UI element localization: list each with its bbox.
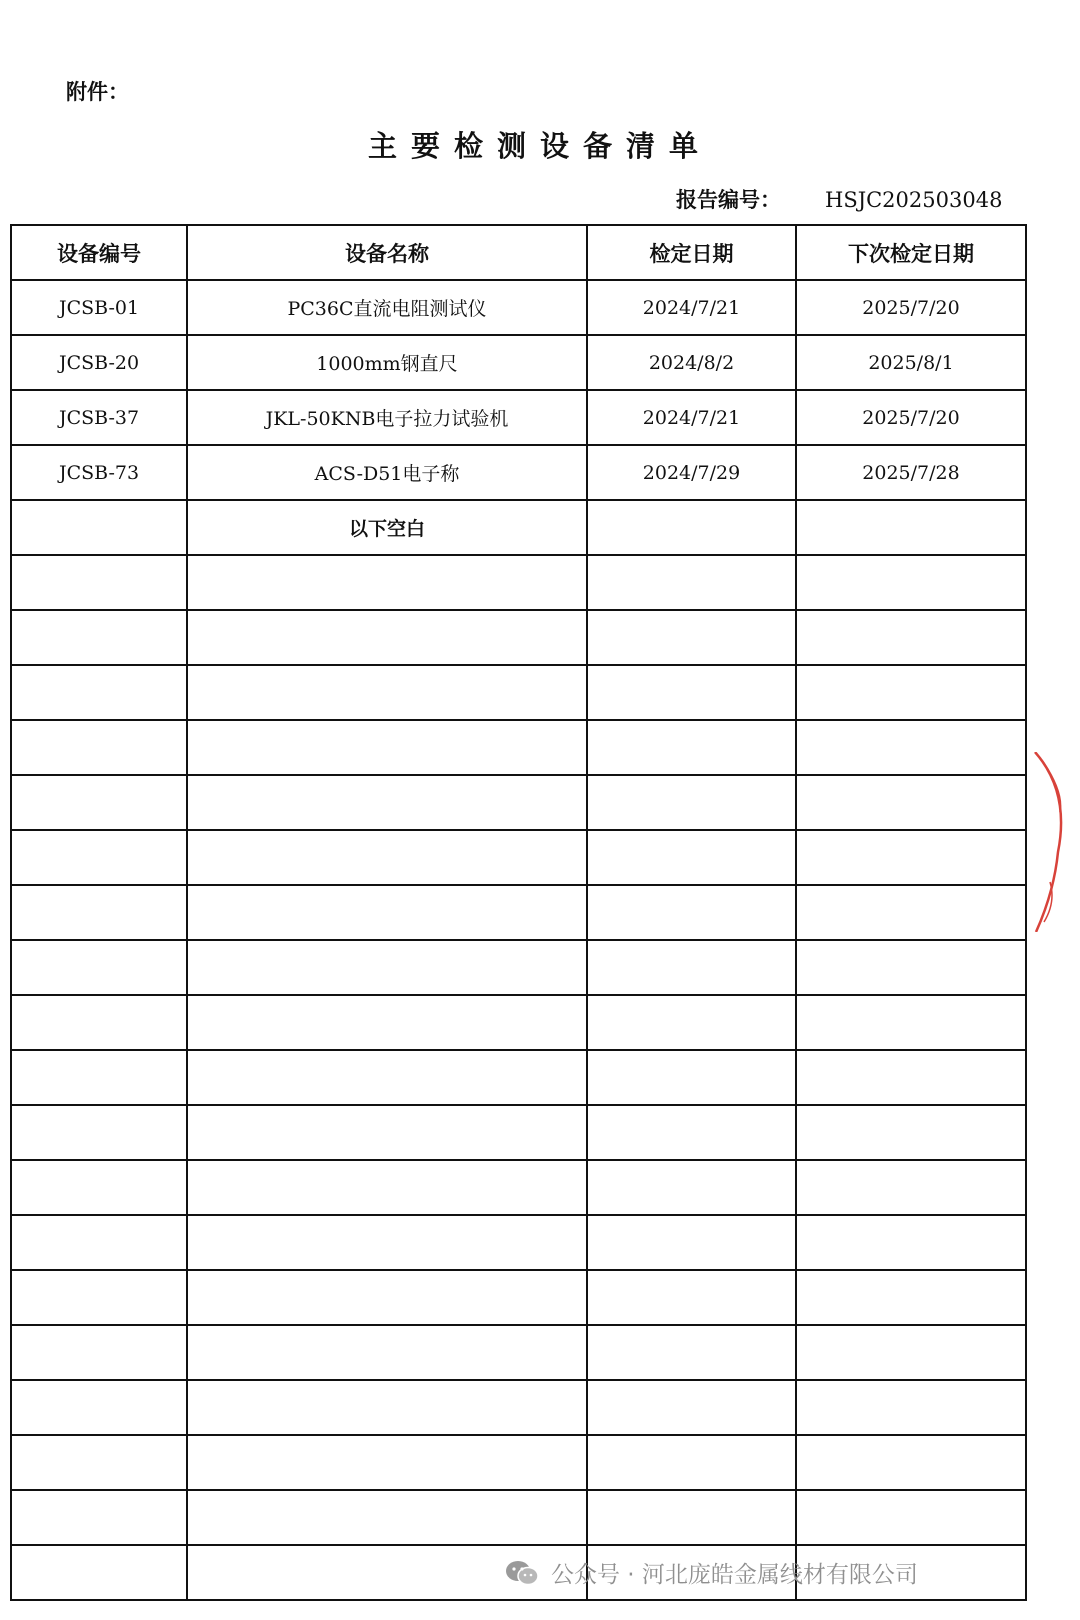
empty-row	[11, 1105, 1026, 1160]
empty-cell	[11, 555, 187, 610]
empty-cell	[587, 830, 796, 885]
cell-equipment-name: ACS-D51电子称	[187, 445, 587, 500]
empty-cell	[11, 610, 187, 665]
empty-cell	[796, 830, 1026, 885]
empty-row	[11, 720, 1026, 775]
column-header-equipment-id: 设备编号	[11, 225, 187, 280]
empty-cell	[187, 1270, 587, 1325]
empty-cell	[796, 1435, 1026, 1490]
empty-cell	[11, 1380, 187, 1435]
blank-note-row	[11, 500, 1026, 555]
wechat-icon	[505, 1560, 539, 1586]
empty-cell	[587, 1105, 796, 1160]
empty-cell	[187, 1380, 587, 1435]
empty-cell	[187, 1325, 587, 1380]
empty-cell	[796, 720, 1026, 775]
empty-cell	[11, 775, 187, 830]
cell-next-calibration-date: 2025/7/28	[796, 445, 1026, 500]
empty-row	[11, 1160, 1026, 1215]
empty-cell	[587, 720, 796, 775]
empty-cell	[11, 665, 187, 720]
table-header-row	[11, 225, 1026, 280]
empty-row	[11, 1435, 1026, 1490]
empty-cell	[187, 1050, 587, 1105]
red-seal-stamp-icon	[1030, 752, 1076, 932]
empty-cell	[11, 1325, 187, 1380]
empty-cell	[796, 610, 1026, 665]
cell-equipment-id: JCSB-01	[11, 280, 187, 335]
empty-cell	[11, 885, 187, 940]
table-row	[11, 445, 1026, 500]
empty-row	[11, 1050, 1026, 1105]
cell-equipment-name: 1000mm钢直尺	[187, 335, 587, 390]
cell-calibration-date: 2024/7/29	[587, 445, 796, 500]
empty-cell	[796, 1160, 1026, 1215]
empty-row	[11, 1270, 1026, 1325]
page-title: 主要检测设备清单	[367, 129, 712, 163]
cell-equipment-id: JCSB-73	[11, 445, 187, 500]
report-number	[676, 184, 1002, 214]
empty-cell	[587, 1325, 796, 1380]
empty-cell	[796, 1490, 1026, 1545]
empty-cell	[587, 1270, 796, 1325]
empty-cell	[11, 995, 187, 1050]
empty-cell	[796, 885, 1026, 940]
empty-cell	[796, 995, 1026, 1050]
empty-row	[11, 995, 1026, 1050]
empty-cell	[187, 1490, 587, 1545]
empty-cell	[587, 885, 796, 940]
column-header-calibration-date: 检定日期	[587, 225, 796, 280]
empty-cell	[587, 555, 796, 610]
empty-cell	[587, 1490, 796, 1545]
cell-next-calibration-date: 2025/8/1	[796, 335, 1026, 390]
empty-cell	[796, 1215, 1026, 1270]
table-row	[11, 390, 1026, 445]
empty-cell	[187, 1435, 587, 1490]
empty-cell	[11, 500, 187, 555]
empty-cell	[11, 1270, 187, 1325]
empty-cell	[187, 1215, 587, 1270]
empty-cell	[187, 1105, 587, 1160]
empty-cell	[796, 1270, 1026, 1325]
cell-calibration-date: 2024/7/21	[587, 280, 796, 335]
empty-row	[11, 775, 1026, 830]
empty-cell	[587, 1435, 796, 1490]
empty-cell	[11, 1105, 187, 1160]
empty-row	[11, 1325, 1026, 1380]
table-row	[11, 280, 1026, 335]
footer-text: 公众号 · 河北庞皓金属线材有限公司	[551, 1562, 918, 1588]
empty-cell	[587, 1050, 796, 1105]
empty-cell	[796, 555, 1026, 610]
cell-equipment-id: JCSB-37	[11, 390, 187, 445]
empty-cell	[11, 1050, 187, 1105]
empty-cell	[587, 500, 796, 555]
empty-cell	[11, 1545, 187, 1600]
cell-equipment-name: PC36C直流电阻测试仪	[187, 280, 587, 335]
equipment-table	[10, 224, 1027, 1601]
empty-cell	[587, 665, 796, 720]
cell-next-calibration-date: 2025/7/20	[796, 280, 1026, 335]
empty-cell	[187, 610, 587, 665]
empty-cell	[187, 885, 587, 940]
cell-next-calibration-date: 2025/7/20	[796, 390, 1026, 445]
empty-cell	[796, 1105, 1026, 1160]
empty-row	[11, 1380, 1026, 1435]
empty-cell	[796, 1380, 1026, 1435]
empty-cell	[587, 1215, 796, 1270]
empty-cell	[587, 1380, 796, 1435]
empty-row	[11, 1490, 1026, 1545]
empty-cell	[11, 1490, 187, 1545]
column-header-next-calibration-date: 下次检定日期	[796, 225, 1026, 280]
empty-cell	[11, 1435, 187, 1490]
empty-row	[11, 940, 1026, 995]
empty-row	[11, 830, 1026, 885]
empty-cell	[187, 555, 587, 610]
empty-cell	[796, 1325, 1026, 1380]
empty-cell	[11, 720, 187, 775]
empty-cell	[796, 940, 1026, 995]
cell-calibration-date: 2024/7/21	[587, 390, 796, 445]
blank-note: 以下空白	[187, 500, 587, 555]
table-row	[11, 335, 1026, 390]
empty-cell	[187, 830, 587, 885]
empty-cell	[587, 995, 796, 1050]
empty-cell	[11, 1160, 187, 1215]
column-header-equipment-name: 设备名称	[187, 225, 587, 280]
cell-equipment-id: JCSB-20	[11, 335, 187, 390]
report-number-label: 报告编号：	[676, 188, 781, 212]
empty-row	[11, 665, 1026, 720]
empty-cell	[187, 940, 587, 995]
empty-row	[11, 1215, 1026, 1270]
empty-cell	[187, 720, 587, 775]
cell-calibration-date: 2024/8/2	[587, 335, 796, 390]
empty-cell	[796, 1050, 1026, 1105]
empty-cell	[187, 665, 587, 720]
empty-row	[11, 555, 1026, 610]
empty-cell	[587, 610, 796, 665]
empty-cell	[587, 940, 796, 995]
empty-cell	[187, 1160, 587, 1215]
footer-watermark	[505, 1556, 918, 1589]
empty-cell	[187, 995, 587, 1050]
cell-equipment-name: JKL-50KNB电子拉力试验机	[187, 390, 587, 445]
attachment-label: 附件：	[66, 80, 129, 104]
empty-cell	[796, 500, 1026, 555]
empty-cell	[587, 775, 796, 830]
empty-cell	[796, 665, 1026, 720]
empty-cell	[11, 940, 187, 995]
empty-row	[11, 610, 1026, 665]
empty-row	[11, 885, 1026, 940]
empty-cell	[796, 775, 1026, 830]
empty-cell	[11, 1215, 187, 1270]
report-number-value: HSJC202503048	[825, 188, 1003, 212]
empty-cell	[11, 830, 187, 885]
empty-cell	[587, 1160, 796, 1215]
empty-cell	[187, 775, 587, 830]
